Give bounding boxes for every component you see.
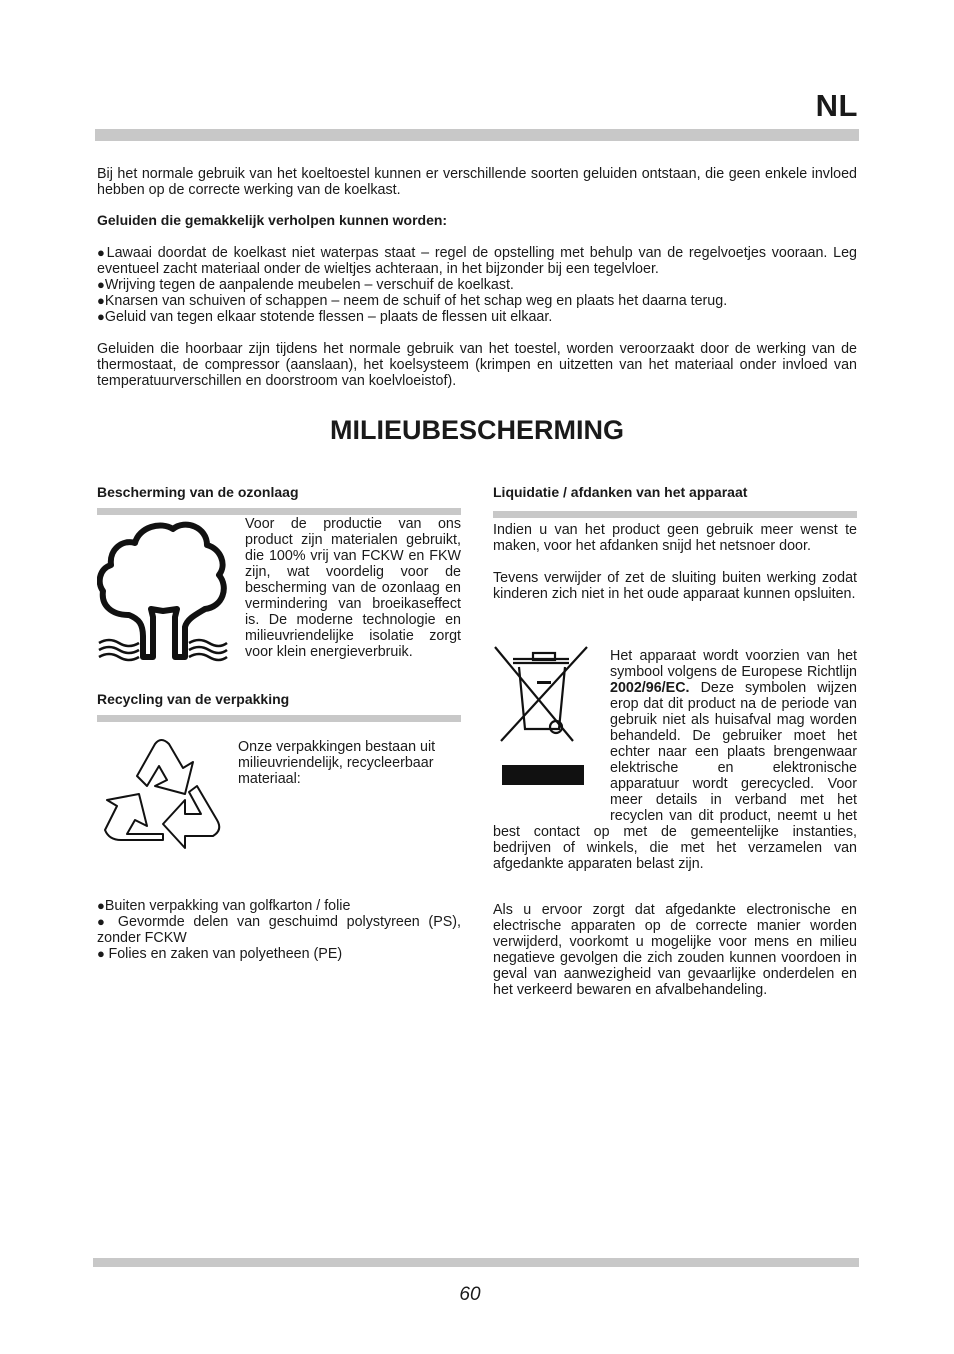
list-item: ●Geluid van tegen elkaar stotende flessen – plaats de flessen uit elkaar.	[97, 309, 553, 325]
disposal-para-1: Indien u van het product geen gebruik meer wenst te maken, voor het afdanken snijd het netsnoer door.	[493, 522, 857, 554]
weee-paragraph: Het apparaat wordt voorzien van het symbool volgens de Europese Richtlijn 2002/96/EC. Deze symbolen wijzen erop dat dit product na de periode van gebruik niet als huisafval mag worden behandeld. De gebruiker moet het echter naar een plaats brengenwaar elektrische en elektronische apparatuur wordt gerecycled. Voor meer details in verband met het recyclen van dit product, neemt u het best contact op met de gemeentelijke instanties, bedrijven of winkels, die met het verzamelen van afgedankte apparaten belast zijn.	[493, 648, 857, 872]
recycling-heading: Recycling van de verpakking	[97, 691, 290, 707]
intro-subheading: Geluiden die gemakkelijk verholpen kunnen worden:	[97, 212, 448, 228]
ozone-divider	[97, 508, 461, 515]
bin-float-spacer	[493, 648, 610, 824]
bullet-icon: ●	[97, 946, 109, 961]
bullet-icon: ●	[97, 245, 107, 260]
header-bar	[95, 129, 859, 141]
language-code: NL	[815, 88, 858, 123]
disposal-para-2: Tevens verwijder of zet de sluiting buiten werking zodat kinderen zich niet in het oude apparaat kunnen opsluiten.	[493, 570, 857, 602]
recycling-text: Onze verpakkingen bestaan uit milieuvriendelijk, recycleerbaar materiaal:	[238, 739, 436, 787]
disposal-para-4: Als u ervoor zorgt dat afgedankte electronische en electrische apparaten op de correcte manier worden verwijderd, voorkomt u mogelijke voor mens en milieu negatieve gevolgen die zich zouden kunnen voordoen in geval van aanwezigheid van gevaarlijke onderdelen en het verkeerd bewaren en afvalbehandeling.	[493, 902, 857, 998]
section-title: MILIEUBESCHERMING	[329, 415, 624, 445]
intro-closing: Geluiden die hoorbaar zijn tijdens het normale gebruik van het toestel, worden veroorzaakt door de werking van de thermostaat, de compressor (aanslaan), het koelsysteem (krimpen en uitzetten van het materiaal onder invloed van temperatuurverschillen en doorstroom van koelvloeistof).	[97, 341, 857, 389]
list-item: ●Lawaai doordat de koelkast niet waterpas staat – regel de opstelling met behulp van de regelvoetjes vooraan. Leg eventueel zacht materiaal onder de wieltjes achteraan, in het bijzonder bij een tegelvloer.	[97, 245, 857, 277]
ozone-text: Voor de productie van ons product zijn materialen gebruikt, die 100% vrij van FCKW en FKW zijn, wat voordelig voor de bescherming van de ozonlaag en vermindering van broeikaseffect is. De moderne technologie en milieuvriendelijke isolatie zorgt voor klein energieverbruik.	[245, 516, 461, 660]
packaging-list	[97, 898, 461, 962]
list-item: ●Buiten verpakking van golfkarton / folie	[97, 898, 351, 914]
directive-number: 2002/96/EC.	[610, 680, 690, 696]
page-number: 60	[459, 1284, 481, 1305]
ozone-heading: Bescherming van de ozonlaag	[97, 484, 299, 500]
disposal-divider	[493, 511, 857, 518]
list-item: ● Gevormde delen van geschuimd polystyreen (PS), zonder FCKW	[97, 914, 462, 946]
bullet-icon: ●	[97, 293, 105, 308]
footer-bar	[93, 1258, 859, 1267]
list-item: ●Knarsen van schuiven of schappen – neem de schuif of het schap weg en plaats het daarna terug.	[97, 293, 728, 309]
list-item: ●Wrijving tegen de aanpalende meubelen – verschuif de koelkast.	[97, 277, 514, 293]
recycle-icon	[97, 734, 227, 872]
list-item: ● Folies en zaken van polyetheen (PE)	[97, 946, 343, 962]
bullet-icon: ●	[97, 309, 105, 324]
intro-paragraph: Bij het normale gebruik van het koeltoestel kunnen er verschillende soorten geluiden ontstaan, die geen enkele invloed hebben op de correcte werking van de koelkast.	[97, 166, 857, 198]
bullet-icon: ●	[97, 898, 105, 913]
tree-icon	[97, 519, 229, 665]
bullet-icon: ●	[97, 914, 118, 929]
disposal-heading: Liquidatie / afdanken van het apparaat	[493, 484, 748, 500]
noise-list	[97, 245, 857, 325]
recycling-divider	[97, 715, 461, 722]
bullet-icon: ●	[97, 277, 105, 292]
